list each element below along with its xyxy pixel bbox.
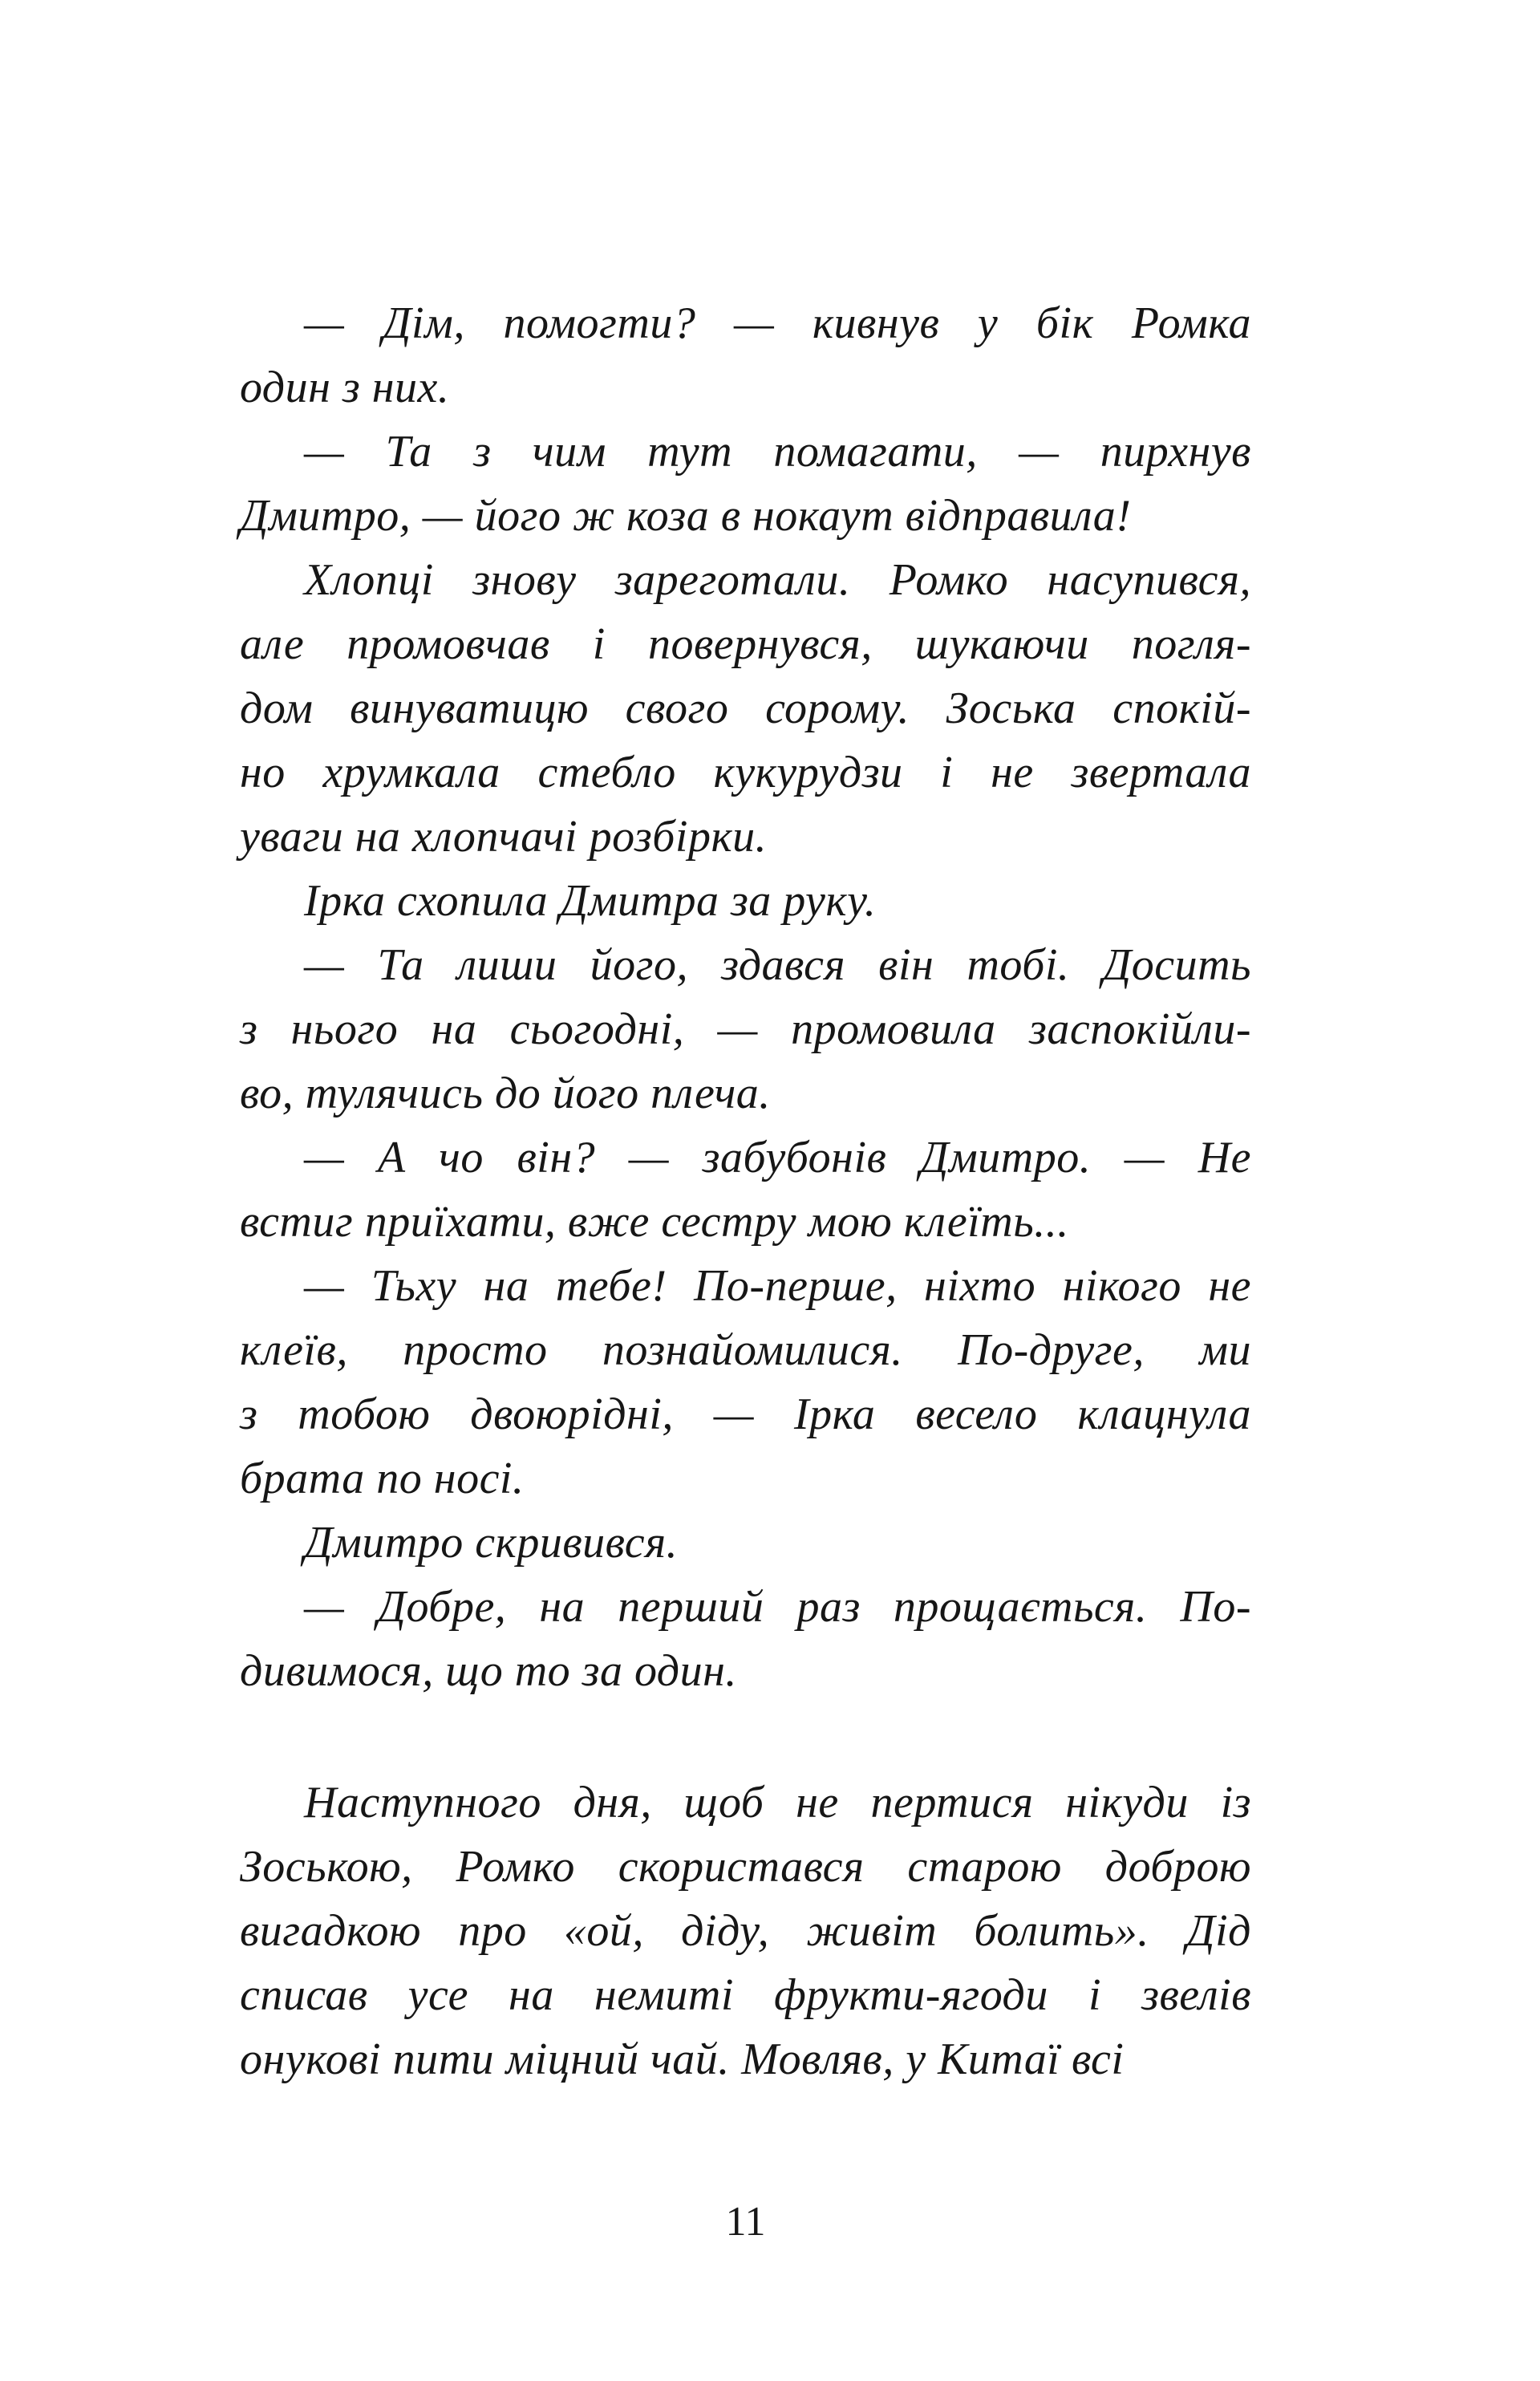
text-line: Наступного дня, щоб не пертися нікуди із	[304, 1778, 1251, 1827]
text-line: з нього на сьогодні, — промовила заспокійли-	[240, 1004, 1251, 1054]
text-line: але промовчав і повернувся, шукаючи погля-	[240, 619, 1251, 669]
text-line: во, тулячись до його плеча.	[240, 1069, 771, 1118]
text-block	[240, 291, 1251, 2091]
text-line: — Та лиши його, здався він тобі. Досить	[304, 940, 1251, 990]
text-line: з тобою двоюрідні, — Ірка весело клацнула	[240, 1389, 1251, 1439]
text-line: — Дім, помогти? — кивнув у бік Ромка	[304, 298, 1251, 348]
text-line: дивимося, що то за один.	[240, 1646, 737, 1696]
text-line: вигадкою про «ой, діду, живіт болить». Дід	[240, 1906, 1251, 1956]
text-line: Зоською, Ромко скористався старою доброю	[240, 1842, 1251, 1892]
text-line: уваги на хлопчачі розбірки.	[240, 812, 768, 862]
page-number: 11	[725, 2199, 766, 2245]
text-line: брата по носі.	[240, 1454, 525, 1503]
text-line: Ірка схопила Дмитра за руку.	[304, 876, 877, 926]
text-line: Дмитро скривився.	[304, 1518, 679, 1568]
text-line: один з них.	[240, 363, 450, 412]
text-line: — А чо він? — забубонів Дмитро. — Не	[304, 1133, 1251, 1182]
text-line: списав усе на немиті фрукти-ягоди і звелів	[240, 1970, 1251, 2020]
text-line: — Добре, на перший раз прощається. По-	[304, 1582, 1251, 1632]
text-line: клеїв, просто познайомилися. По-друге, ми	[240, 1325, 1251, 1375]
text-line: — Та з чим тут помагати, — пирхнув	[304, 427, 1251, 477]
text-line: Хлопці знову зареготали. Ромко насупився,	[304, 555, 1251, 605]
text-line: онукові пити міцний чай. Мовляв, у Китаї всі	[240, 2034, 1125, 2084]
text-line: дом винуватицю свого сорому. Зоська спокій-	[240, 683, 1251, 733]
section-break	[240, 1703, 1251, 1771]
text-line: — Тьху на тебе! По-перше, ніхто нікого не	[304, 1261, 1251, 1311]
text-line: Дмитро, — його ж коза в нокаут відправила!	[240, 491, 1132, 541]
text-line: но хрумкала стебло кукурудзи і не звертала	[240, 748, 1251, 797]
text-line: встиг приїхати, вже сестру мою клеїть...	[240, 1197, 1069, 1247]
